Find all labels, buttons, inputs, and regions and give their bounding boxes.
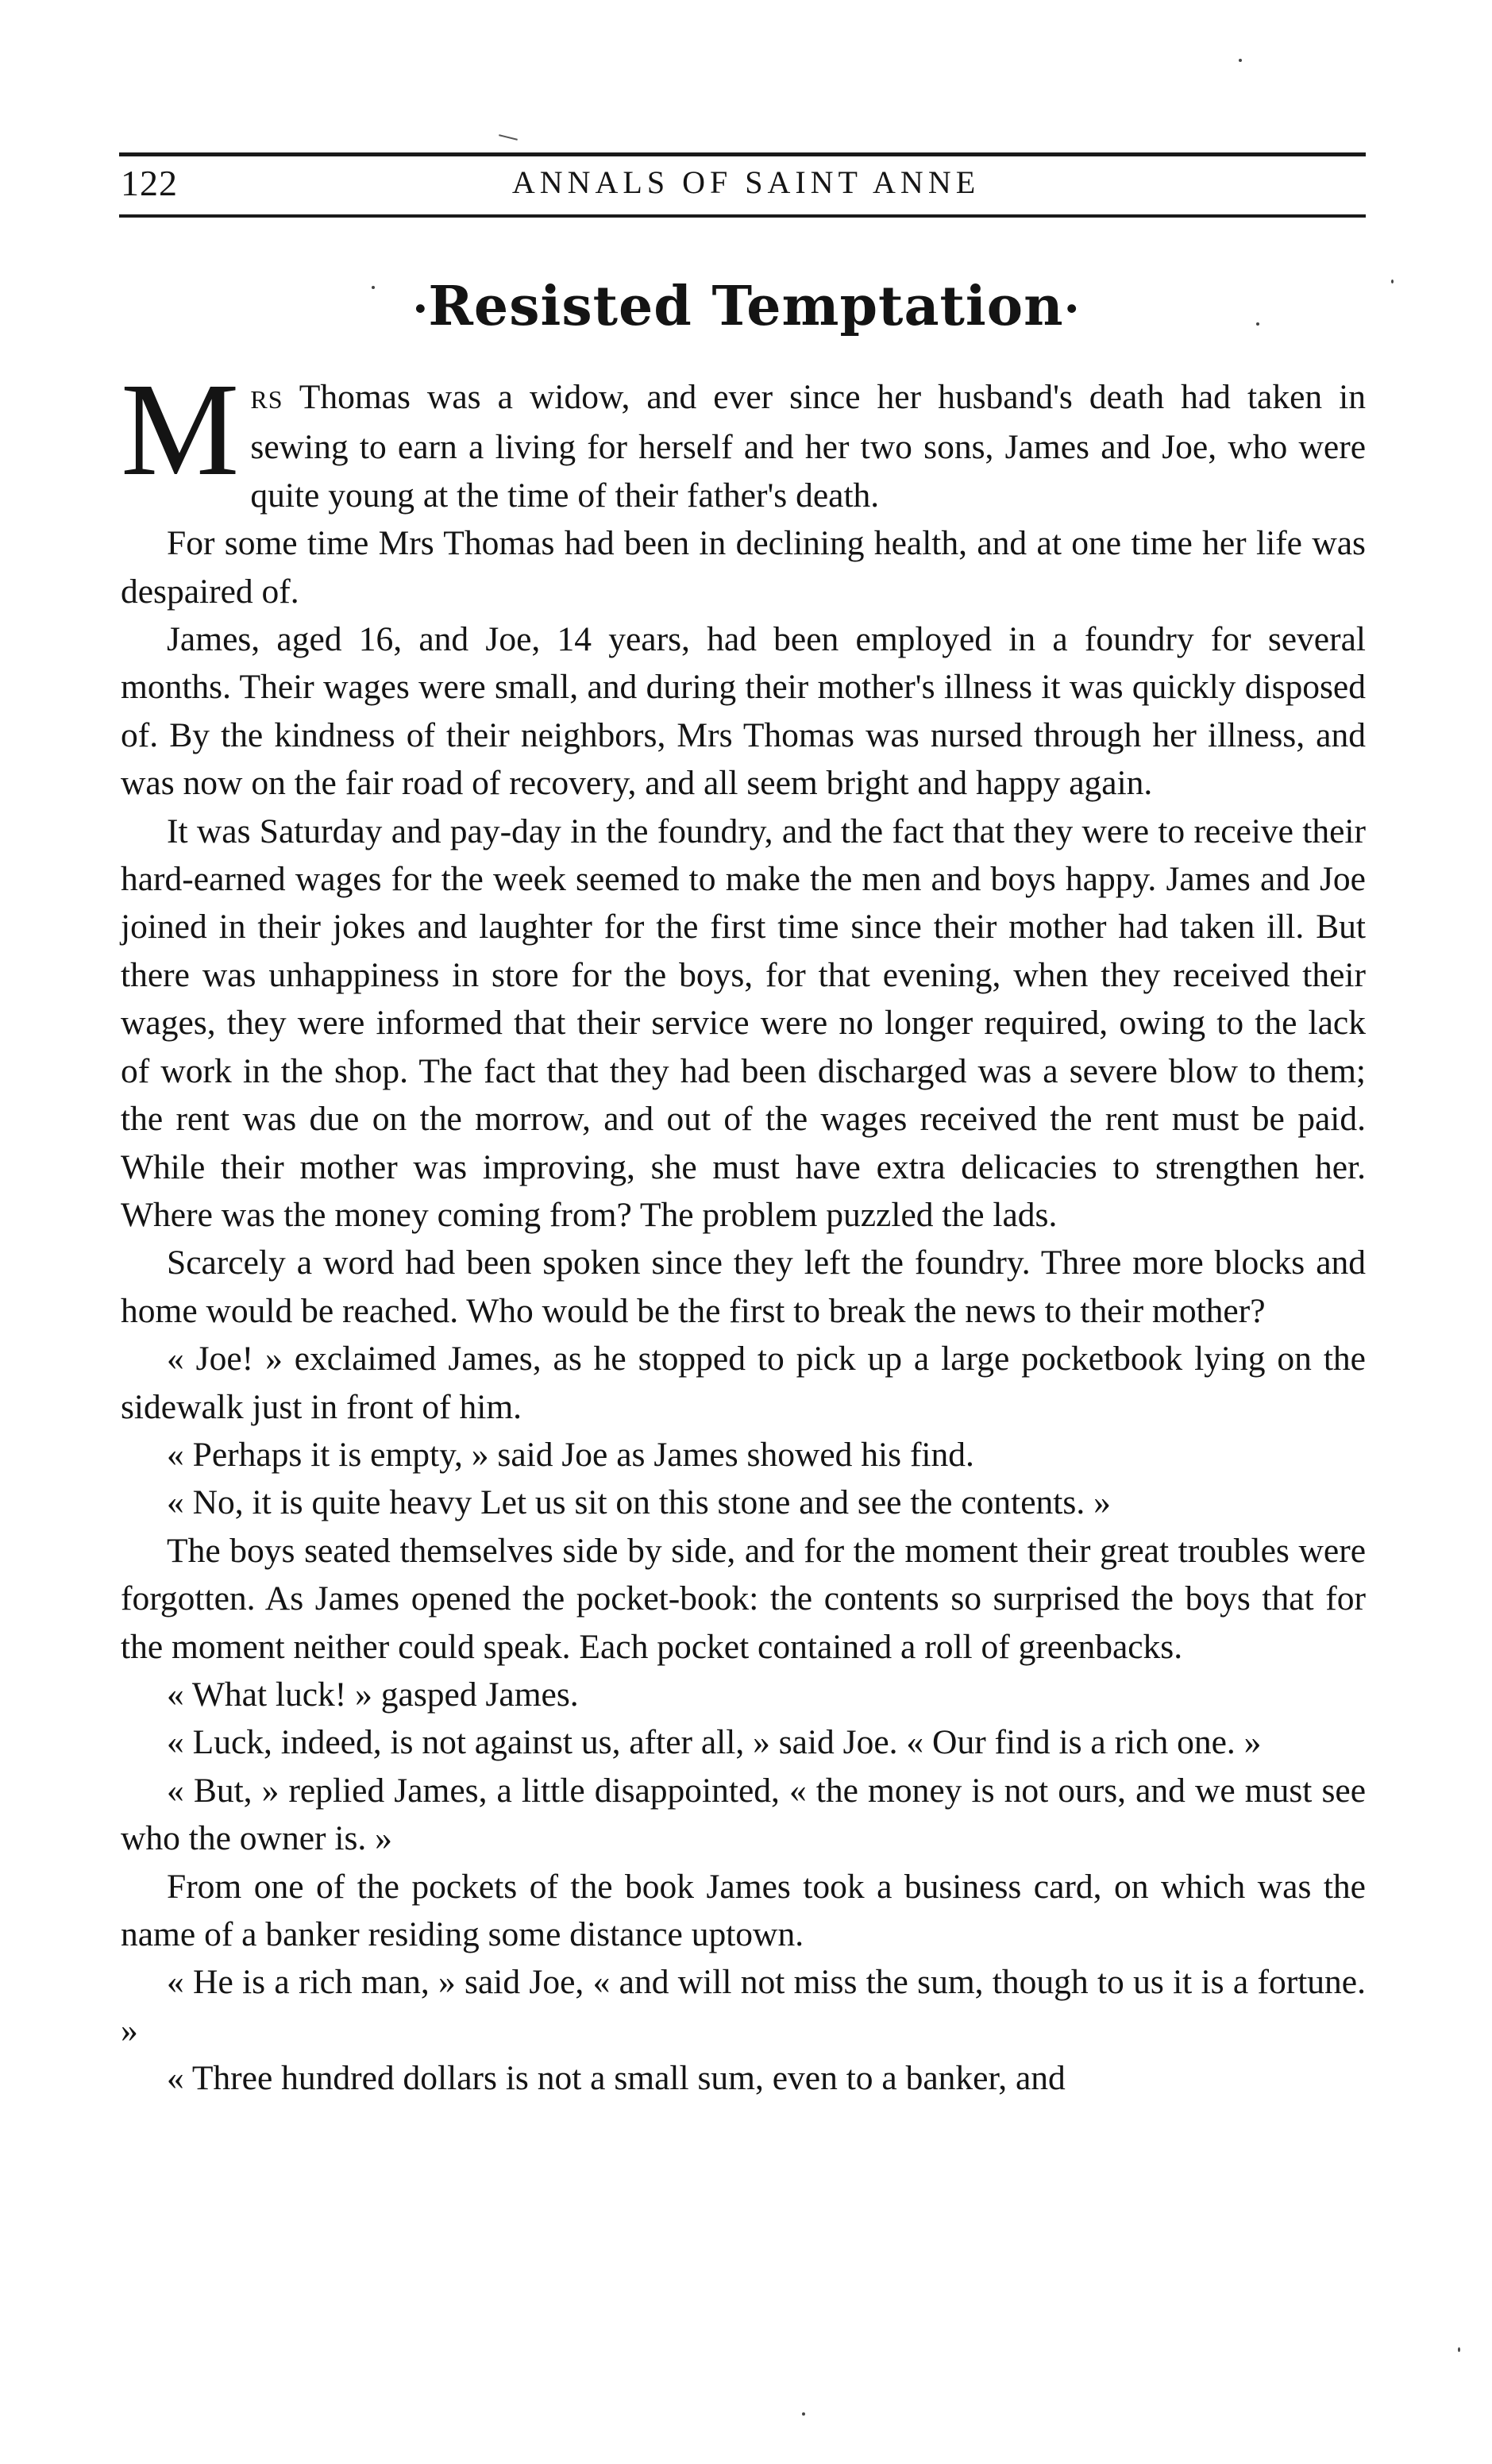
ink-speck [1256,322,1259,326]
article-body [121,356,1366,2103]
page-number: 122 [121,163,178,203]
paragraph: From one of the pockets of the book James took a business card, on which was the name of a banker residing some distance uptown. [121,1867,1366,1953]
paragraph: « Luck, indeed, is not against us, after all, » said Joe. « Our find is a rich one. » [167,1723,1262,1762]
paragraph: « Perhaps it is empty, » said Joe as James showed his find. [167,1435,974,1474]
ink-mark [499,134,518,141]
ink-speck [1239,59,1242,62]
ink-speck [1391,280,1394,283]
paragraph: « But, » replied James, a little disappointed, « the money is not ours, and we must see who the owner is. » [121,1771,1366,1858]
paragraph: James, aged 16, and Joe, 14 years, had been employed in a foundry for several months. Their wages were small, and during their mother's illness it was quickly disposed of. By the kindness of their neighbors, Mrs Thomas was nursed through her illness, and was now on the fair road of recovery, and all seem bright and happy again. [121,620,1366,803]
header-rule-top [119,152,1366,156]
paragraph: « Three hundred dollars is not a small sum, even to a banker, and [167,2059,1066,2098]
running-title: ANNALS OF SAINT ANNE [511,164,981,200]
drop-cap: M [121,356,240,503]
paragraph: The boys seated themselves side by side, and for the moment their great troubles were forgotten. As James opened the pocket-book: the contents so surprised the boys that for the moment neither could speak. Each pocket contained a roll of greenbacks. [121,1531,1366,1666]
ink-speck [1458,2347,1460,2352]
paragraph: « He is a rich man, » said Joe, « and will not miss the sum, though to us it is a fortune. » [121,1963,1366,2049]
article-title: Resisted Temptation [428,275,1064,338]
paragraph: « Joe! » exclaimed James, as he stopped to pick up a large pocketbook lying on the sidewalk just in front of him. [121,1340,1366,1426]
paragraph: Scarcely a word had been spoken since they left the foundry. Three more blocks and home would be reached. Who would be the first to break the news to their mother? [121,1244,1366,1330]
article-title-block [0,275,1492,338]
ink-speck [372,286,375,289]
paragraph [121,356,1366,519]
header-rule-bottom [119,214,1366,218]
paragraph-text: Thomas was a widow, and ever since her husband's death had taken in sewing to earn a living for herself and her two sons, James and Joe, who were quite young at the time of their father's death. [250,378,1366,515]
title-ornament-dot: · [1063,282,1080,336]
paragraph: For some time Mrs Thomas had been in declining health, and at one time her life was despaired of. [121,524,1366,611]
paragraph: « No, it is quite heavy Let us sit on this stone and see the contents. » [167,1483,1111,1522]
title-ornament-dot: · [412,282,429,336]
ink-speck [802,2412,805,2416]
paragraph: « What luck! » gasped James. [167,1675,579,1714]
first-word-smallcaps: RS [250,385,283,414]
paragraph: It was Saturday and pay-day in the foundry, and the fact that they were to receive their hard-earned wages for the week seemed to make the men and boys happy. James and Joe joined in their jokes and laughter for the first time since their mother had taken ill. But there was unhappiness in store for the boys, for that evening, when they received their wages, they were informed that their service were no longer required, owing to the lack of work in the shop. The fact that they had been discharged was a severe blow to them; the rent was due on the morrow, and out of the wages received the rent must be paid. While their mother was improving, she must have extra delicacies to strengthen her. Where was the money coming from? The problem puzzled the lads. [121,812,1366,1234]
